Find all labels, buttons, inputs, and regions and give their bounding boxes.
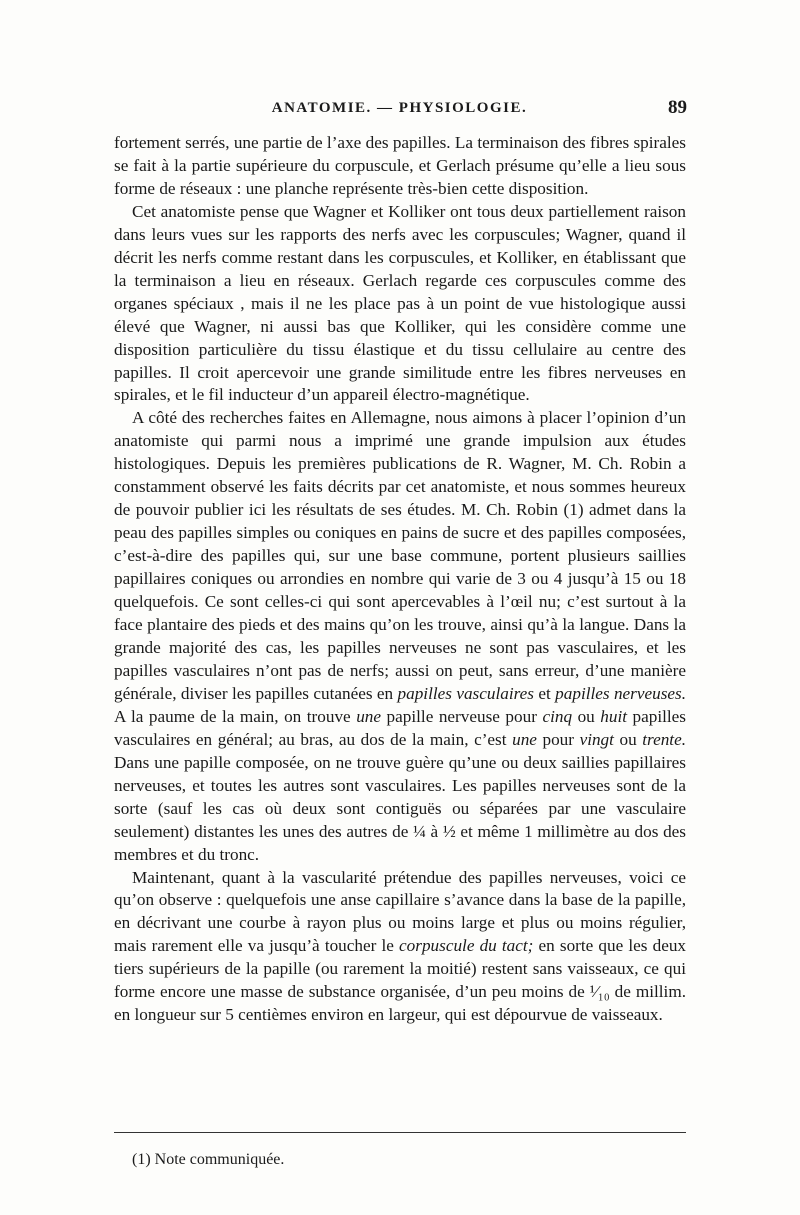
paragraph-3-pour: pour	[542, 729, 574, 749]
running-head	[112, 97, 687, 124]
emphasis-cinq: cinq	[542, 706, 573, 726]
paragraph-2: Cet anatomiste pense que Wagner et Kolliker ont tous deux partiellement raison dans leurs vues sur les rapports des nerfs avec les corpuscules; Wagner, quand il décrit les nerfs comme restant dans les corpuscules, et Kolliker, en établissant que la terminaison a lieu en réseaux. Gerlach regarde ces corpuscules comme des organes spéciaux , mais il ne les place pas à un point de vue histologique aussi élevé que Wagner, ni aussi bas que Kolliker, qui les considère comme une disposition particulière du tissu élastique et du tissu cellulaire au centre des papilles. Il croit apercevoir une grande similitude entre les fibres nerveuses en spirales, et le fil inducteur d’un appareil électro-magnétique.	[114, 201, 686, 405]
footnote: (1) Note communiquée.	[132, 1151, 285, 1168]
emphasis-une-2: une	[512, 729, 537, 749]
paragraph-3-text-c: papilles vasculaires en général; au bras, au dos de la main, c’est	[114, 706, 686, 749]
paragraph-1: fortement serrés, une partie de l’axe des papilles. La terminaison des fibres spirales se fait à la partie supérieure du corpuscule, et Gerlach présume qu’elle a lieu sous forme de réseaux : une planche représente très-bien cette disposition.	[114, 133, 686, 198]
paragraph-3-text-start: A côté des recherches faites en Allemagne, nous aimons à placer l’opinion d’un anatomiste qui parmi nous a imprimé une grande impulsion aux études histologiques. Depuis les premières publications de R. Wagner, M. Ch. Robin a constamment observé les faits décrits par cet anatomiste, et nous sommes heureux de pouvoir publier ici les résultats de ses études. M. Ch. Robin (1) admet dans la peau des papilles simples ou coniques en pains de sucre et des papilles composées, c’est-à-dire des papilles qui, sur une base commune, portent plusieurs saillies papillaires coniques ou arrondies en nombre qui varie de 3 ou 4 jusqu’à 15 ou 18 quelquefois. Ce sont celles-ci qui sont apercevables à l’œil nu; c’est surtout à la face plantaire des pieds et des mains qu’on les trouve, ainsi qu’à la langue. Dans la grande majorité des cas, les papilles nerveuses ne sont pas vasculaires, et les papilles vasculaires n’ont pas de nerfs; aussi on peut, sans erreur, d’une manière générale, diviser les papilles cutanées en	[114, 408, 686, 703]
page-number: 89	[668, 97, 687, 118]
emphasis-une-1: une	[356, 706, 382, 726]
emphasis-vingt: vingt	[579, 729, 614, 749]
paragraph-3-conjunction: et	[538, 683, 551, 703]
paragraph-3-ou-2: ou	[619, 729, 637, 749]
emphasis-corpuscule-du-tact: corpuscule du tact;	[399, 936, 534, 956]
paragraph-4	[114, 867, 686, 1028]
emphasis-papilles-vasculaires: papilles vasculaires	[397, 683, 534, 703]
running-title: ANATOMIE. — PHYSIOLOGIE.	[271, 100, 528, 116]
paragraph-3-text-end: Dans une papille composée, on ne trouve guère qu’une ou deux saillies papillaires nerveuses, et toutes les autres sont vasculaires. Les papilles nerveuses sont de la sorte (sauf les cas où deux sont contiguës ou séparées par une vasculaire seulement) distantes les unes des autres de ¼ à ½ et même 1 millimètre au dos des membres et du tronc.	[114, 752, 686, 864]
emphasis-papilles-nerveuses: papilles nerveuses.	[555, 683, 687, 703]
emphasis-trente: trente.	[642, 729, 686, 749]
paragraph-3-ou-1: ou	[577, 706, 595, 726]
emphasis-huit: huit	[600, 706, 628, 726]
footnote-divider	[114, 1132, 686, 1133]
paragraph-4-text-end: en sorte que les deux tiers supérieurs de la papille (ou rarement la moitié) restent sans vaisseaux, ce qui forme encore une masse de substance organisée, d’un peu moins de ¹⁄₁₀ de millim. en longueur sur 5 centièmes environ en largeur, qui est dépourvue de vaisseaux.	[114, 936, 687, 1025]
paragraph-3-text-b: papille nerveuse pour	[386, 706, 537, 726]
paragraph-3-text-a: A la paume de la main, on trouve	[114, 706, 351, 726]
paragraph-3	[114, 407, 686, 866]
body-text	[114, 132, 686, 1027]
paragraph-4-text-start: Maintenant, quant à la vascularité prétendue des papilles nerveuses, voici ce qu’on observe : quelquefois une anse capillaire s’avance dans la base de la papille, en décrivant une courbe à rayon plus ou moins large et plus ou moins régulier, mais rarement elle va jusqu’à toucher le	[114, 867, 686, 956]
